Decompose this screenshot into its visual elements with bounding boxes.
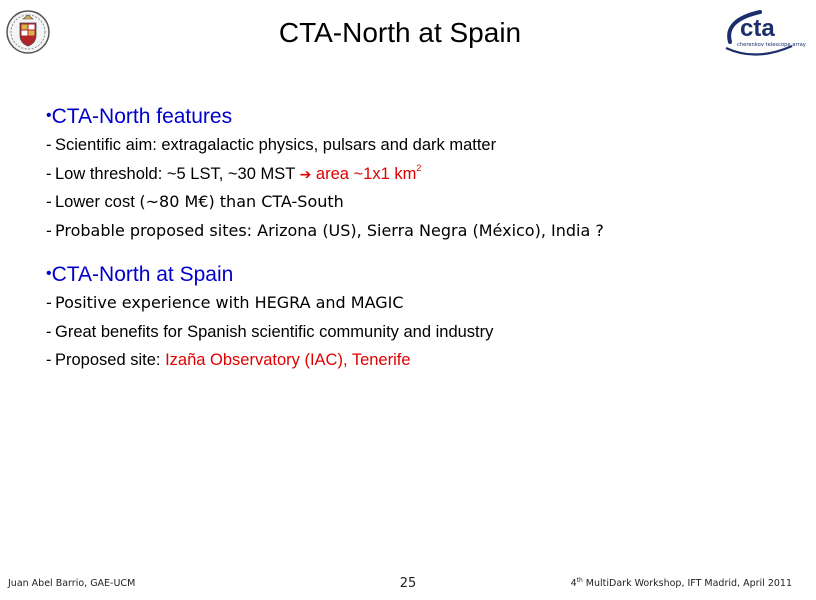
section-features bbox=[46, 101, 766, 245]
section-heading: •CTA-North at Spain bbox=[46, 263, 234, 286]
cta-logo-text: cta bbox=[740, 15, 775, 42]
slide-content bbox=[46, 101, 766, 389]
section-heading: •CTA-North features bbox=[46, 105, 233, 128]
list-item: - Lower cost (~80 M€) than CTA-South bbox=[46, 192, 344, 211]
footer-event: 4th MultiDark Workshop, IFT Madrid, April 2011 bbox=[570, 577, 792, 589]
list-item: - Great benefits for Spanish scientific community and industry bbox=[46, 322, 494, 341]
list-item: - Low threshold: ~5 LST, ~30 MST ➔ area ~1x1 $km^2$ bbox=[46, 162, 422, 183]
footer-author: Juan Abel Barrio, GAE-UCM bbox=[8, 578, 136, 589]
cta-logo-icon bbox=[720, 8, 806, 58]
list-item: - Scientific aim: extragalactic physics, pulsars and dark matter bbox=[46, 136, 497, 154]
highlight-text: Izaña Observatory (IAC), Tenerife bbox=[165, 351, 411, 369]
list-item: - Proposed site: Izaña Observatory (IAC), Tenerife bbox=[46, 351, 411, 369]
list-item: - Positive experience with HEGRA and MAGIC bbox=[46, 293, 404, 312]
cta-logo-subtext: cherenkov telescope array bbox=[737, 42, 806, 48]
slide-title: CTA-North at Spain bbox=[278, 17, 522, 48]
section-spain bbox=[46, 259, 766, 375]
highlight-text: area ~1x1 km bbox=[315, 164, 417, 183]
page-number: 25 bbox=[399, 576, 417, 591]
arrow-icon: ➔ bbox=[299, 166, 312, 183]
list-item: - Probable proposed sites: Arizona (US), Sierra Negra (México), India ? bbox=[46, 220, 604, 240]
